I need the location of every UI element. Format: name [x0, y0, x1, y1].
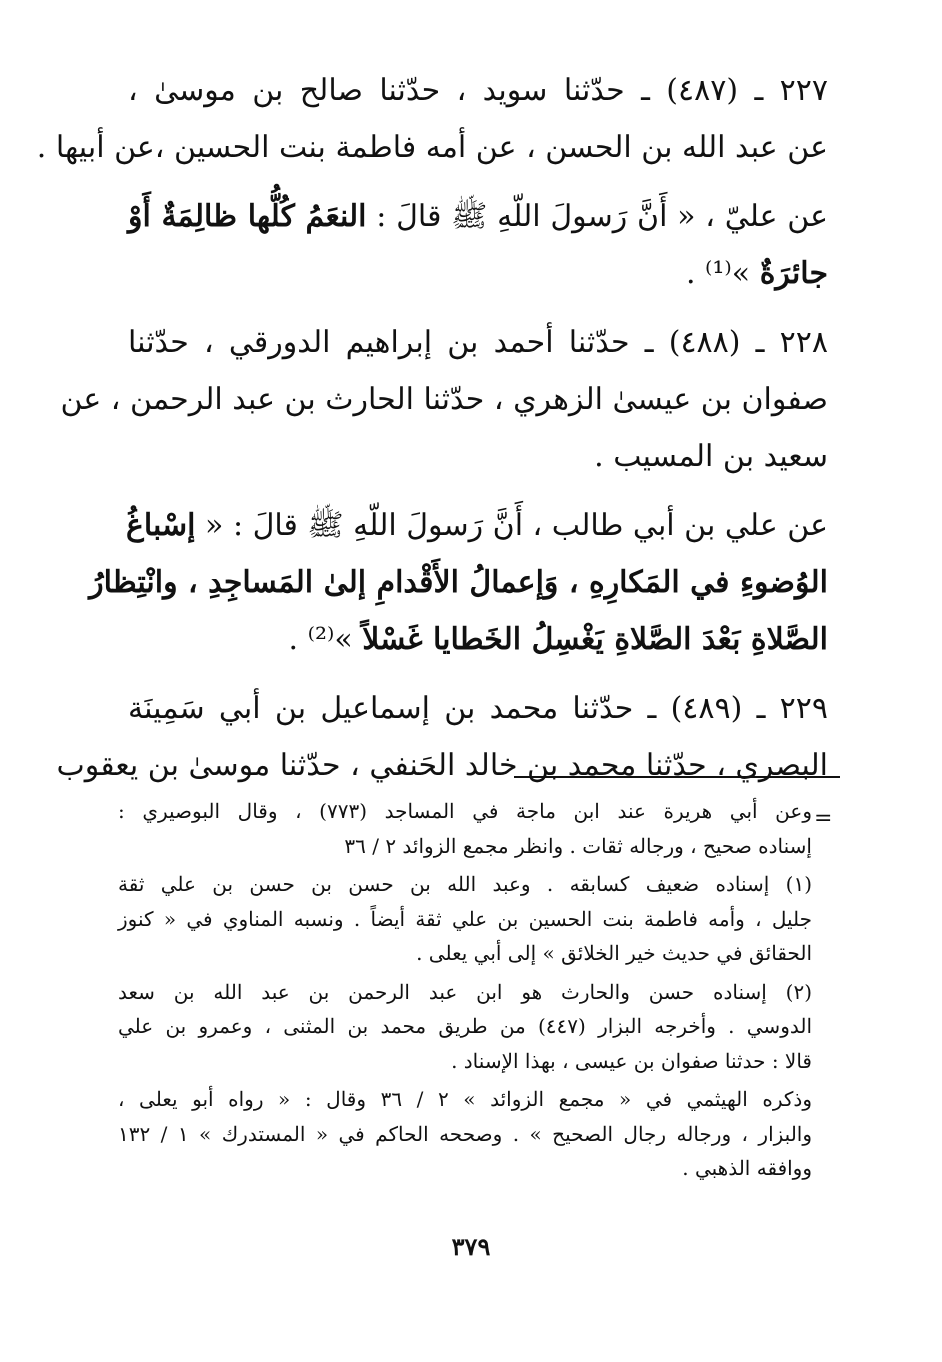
- hadith-228-line-2: صفوان بن عيسىٰ الزهري ، حدّثنا الحارث بن عبد الرحمن ، عن: [60, 382, 828, 417]
- footnote-1-line-2: جليل ، وأمه فاطمة بنت الحسين بن علي ثقة أيضاً . ونسبه المناوي في « كنوز: [118, 906, 812, 931]
- hadith-227-matn-quote-end: جائرَةٌ: [759, 256, 828, 291]
- footnote-continued-line-1: وعن أبي هريرة عند ابن ماجة في المساجد (٧٧٣) ، وقال البوصيري :: [118, 799, 812, 823]
- hadith-227-matn-quote: النعَمُ كُلُّها ظالِمَةٌ أَوْ: [128, 199, 367, 234]
- hadith-228-matn-line-2: الوُضوءِ في المَكارِهِ ، وَإعمالُ الأَقْدامِ إلىٰ المَساجِدِ ، وانْتِظارُ: [89, 565, 828, 600]
- footnote-1-line-3: الحقائق في حديث خير الخلائق » إلى أبي يعلى .: [416, 941, 812, 965]
- footnote-2b-line-3: ووافقه الذهبي .: [682, 1156, 812, 1180]
- hadith-229-line-2: البصري ، حدّثنا محمد بن خالد الحَنفي ، حدّثنا موسىٰ بن يعقوب: [56, 748, 828, 783]
- footnote-2-line-2: الدوسي . وأخرجه البزار (٤٤٧) من طريق محمد بن المثنى ، وعمرو بن علي: [118, 1014, 812, 1038]
- hadith-228-footnote-ref: »⁽²⁾ .: [288, 622, 363, 657]
- footnote-2b-line-2: والبزار ، ورجاله رجال الصحيح » . وصححه الحاكم في « المستدرك » ١ / ١٣٢: [118, 1121, 813, 1146]
- footnote-2b-line-1: وذكره الهيثمي في « مجمع الزوائد » ٢ / ٣٦ وقال : « رواه أبو يعلى ،: [118, 1087, 812, 1111]
- hadith-228-matn-intro: عن علي بن أبي طالب ، أَنَّ رَسولَ اللّهِ ﷺ قالَ : «: [195, 508, 828, 543]
- hadith-227-line-1: ٢٢٧ ـ (٤٨٧) ـ حدّثنا سويد ، حدّثنا صالح بن موسىٰ ،: [128, 73, 828, 108]
- hadith-228-line-1: ٢٢٨ ـ (٤٨٨) ـ حدّثنا أحمد بن إبراهيم الدورقي ، حدّثنا: [128, 325, 828, 360]
- hadith-228-line-3: سعيد بن المسيب .: [594, 439, 828, 474]
- footnote-1-line-1: (١) إسناده ضعيف كسابقه . وعبد الله بن حسن بن حسن بن علي ثقة: [118, 872, 812, 896]
- footnote-2-line-1: (٢) إسناده حسن والحارث هو ابن عبد الرحمن بن عبد الله بن سعد: [118, 979, 812, 1004]
- footnote-2-line-3: قالا : حدثنا صفوان بن عيسى ، بهذا الإسناد .: [451, 1048, 812, 1073]
- hadith-227-matn-intro: عن عليّ ، « أَنَّ رَسولَ اللّهِ ﷺ قالَ :: [366, 199, 829, 234]
- main-text: [36, 62, 829, 794]
- footnote-continued-line-2: إسناده صحيح ، ورجاله ثقات . وانظر مجمع الزوائد ٢ / ٣٦: [344, 833, 812, 858]
- hadith-228-matn-line-1: [125, 497, 828, 554]
- page-number: ٣٧٩: [451, 1232, 491, 1261]
- hadith-227-footnote-ref: »⁽¹⁾ .: [685, 256, 760, 291]
- hadith-227-line-2: عن عبد الله بن الحسن ، عن أمه فاطمة بنت الحسين ،عن أبيها .: [36, 130, 828, 165]
- hadith-228-matn-line-3: [128, 611, 828, 668]
- continuation-mark: =: [814, 806, 833, 831]
- hadith-227-matn-line-1: [128, 188, 828, 245]
- footnote-divider: [514, 776, 840, 778]
- hadith-227-matn-line-2: [128, 245, 828, 302]
- hadith-229-line-1: ٢٢٩ ـ (٤٨٩) ـ حدّثنا محمد بن إسماعيل بن أبي سَمِينَة: [128, 691, 828, 726]
- hadith-228-matn-quote-start: إسْباغُ: [125, 508, 196, 543]
- hadith-228-matn-quote-end: الصَّلاةِ بَعْدَ الصَّلاةِ يَغْسِلُ الخَطايا غَسْلاً: [362, 622, 828, 657]
- footnotes: [118, 794, 812, 1186]
